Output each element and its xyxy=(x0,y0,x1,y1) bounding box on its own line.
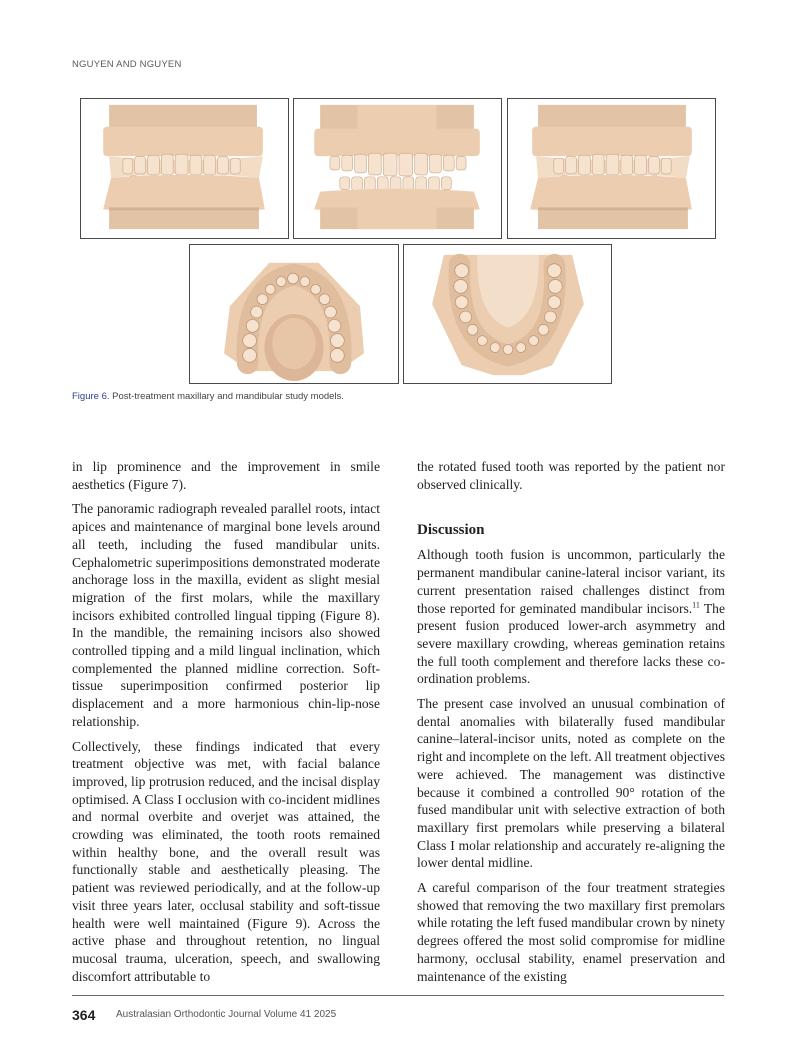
figure-caption-text: Post-treatment maxillary and mandibular study models. xyxy=(112,391,344,402)
paragraph: The panoramic radiograph revealed parallel roots, intact apices and maintenance of marginal bone levels around all teeth, including the fused mandibular units. Cephalometric superimpositions demonstrated moderate anchorage loss in the maxilla, evident as slight mesial migration of the first molars, while the maxillary incisors exhibited controlled lingual tipping (Figure 8). In the mandible, the remaining incisors also showed controlled tipping and a mild lingual inclination, which complemented the planned midline correction. Soft-tissue superimposition confirmed posterior lip displacement and a more harmonious chin-lip-nose relationship. xyxy=(72,501,380,729)
paragraph: Collectively, these findings indicated that every treatment objective was met, with facial balance improved, lip protrusion reduced, and the incisal display optimised. A Class I occlusion with co-incident midlines and normal overbite and overjet was attained, the crowding was eliminated, the tooth roots remained within healthy bone, and the overall result was functionally stable and aesthetically pleasing. The patient was reviewed periodically, and at the follow-up visit three years later, occlusal stability and soft-tissue health were well maintained (Figure 9). Across the active phase and throughout retention, no lingual mucosal trauma, ulceration, speech, and swallowing discomfort attributable to xyxy=(72,738,380,984)
study-model-maxillary-occlusal xyxy=(190,245,398,383)
paragraph-text: Although tooth fusion is uncommon, particularly the permanent mandibular canine-lateral incisor variant, its current presentation raised challenges distinct from those reported for geminated mandibular incisors. xyxy=(417,547,725,616)
page-number: 364 xyxy=(72,1007,96,1023)
figure-panel-right-buccal xyxy=(80,98,289,239)
section-heading: Discussion xyxy=(417,522,485,539)
figure-label: Figure 6. xyxy=(72,391,110,402)
footer-rule xyxy=(72,995,724,996)
paragraph: in lip prominence and the improvement in smile aesthetics (Figure 7). xyxy=(72,459,380,492)
figure-panel-mandibular-occlusal xyxy=(403,244,612,384)
right-column xyxy=(417,458,725,992)
paragraph xyxy=(417,546,725,688)
left-column xyxy=(72,458,380,992)
study-model-mandibular-occlusal xyxy=(404,245,611,383)
study-model-frontal xyxy=(294,99,501,238)
paragraph: A careful comparison of the four treatment strategies showed that removing the two maxillary first premolars while rotating the left fused mandibular crown by ninety degrees offered the most solid compromise for midline harmony, occlusal stability, enamel preservation and maintenance of the existing xyxy=(417,880,725,984)
figure-panel-frontal xyxy=(293,98,502,239)
paragraph: The present case involved an unusual combination of dental anomalies with bilaterally fused mandibular canine–lateral-incisor units, noted as complete on the right and incomplete on the left. All treatment objectives were achieved. The management was distinctive because it combined a controlled 90° rotation of the fused mandibular unit with selective extraction of both maxillary first premolars while preserving a bilateral Class I molar relationship and accurately re-aligning the lower dental midline. xyxy=(417,696,725,871)
study-model-right-buccal xyxy=(81,99,288,238)
figure-panel-left-buccal xyxy=(507,98,716,239)
running-head: NGUYEN AND NGUYEN xyxy=(72,59,182,70)
figure-panel-maxillary-occlusal xyxy=(189,244,399,384)
citation-ref: 11 xyxy=(692,599,700,609)
paragraph: the rotated fused tooth was reported by the patient nor observed clinically. xyxy=(417,459,725,492)
study-model-left-buccal xyxy=(508,99,715,238)
paragraph-text: The present fusion produced lower-arch asymmetry and severe maxillary crowding, whereas gemination retains the full tooth complement and therefore lacks these co-ordination problems. xyxy=(417,600,725,687)
journal-name: Australasian Orthodontic Journal Volume 41 2025 xyxy=(116,1009,337,1020)
figure-caption xyxy=(72,391,344,402)
